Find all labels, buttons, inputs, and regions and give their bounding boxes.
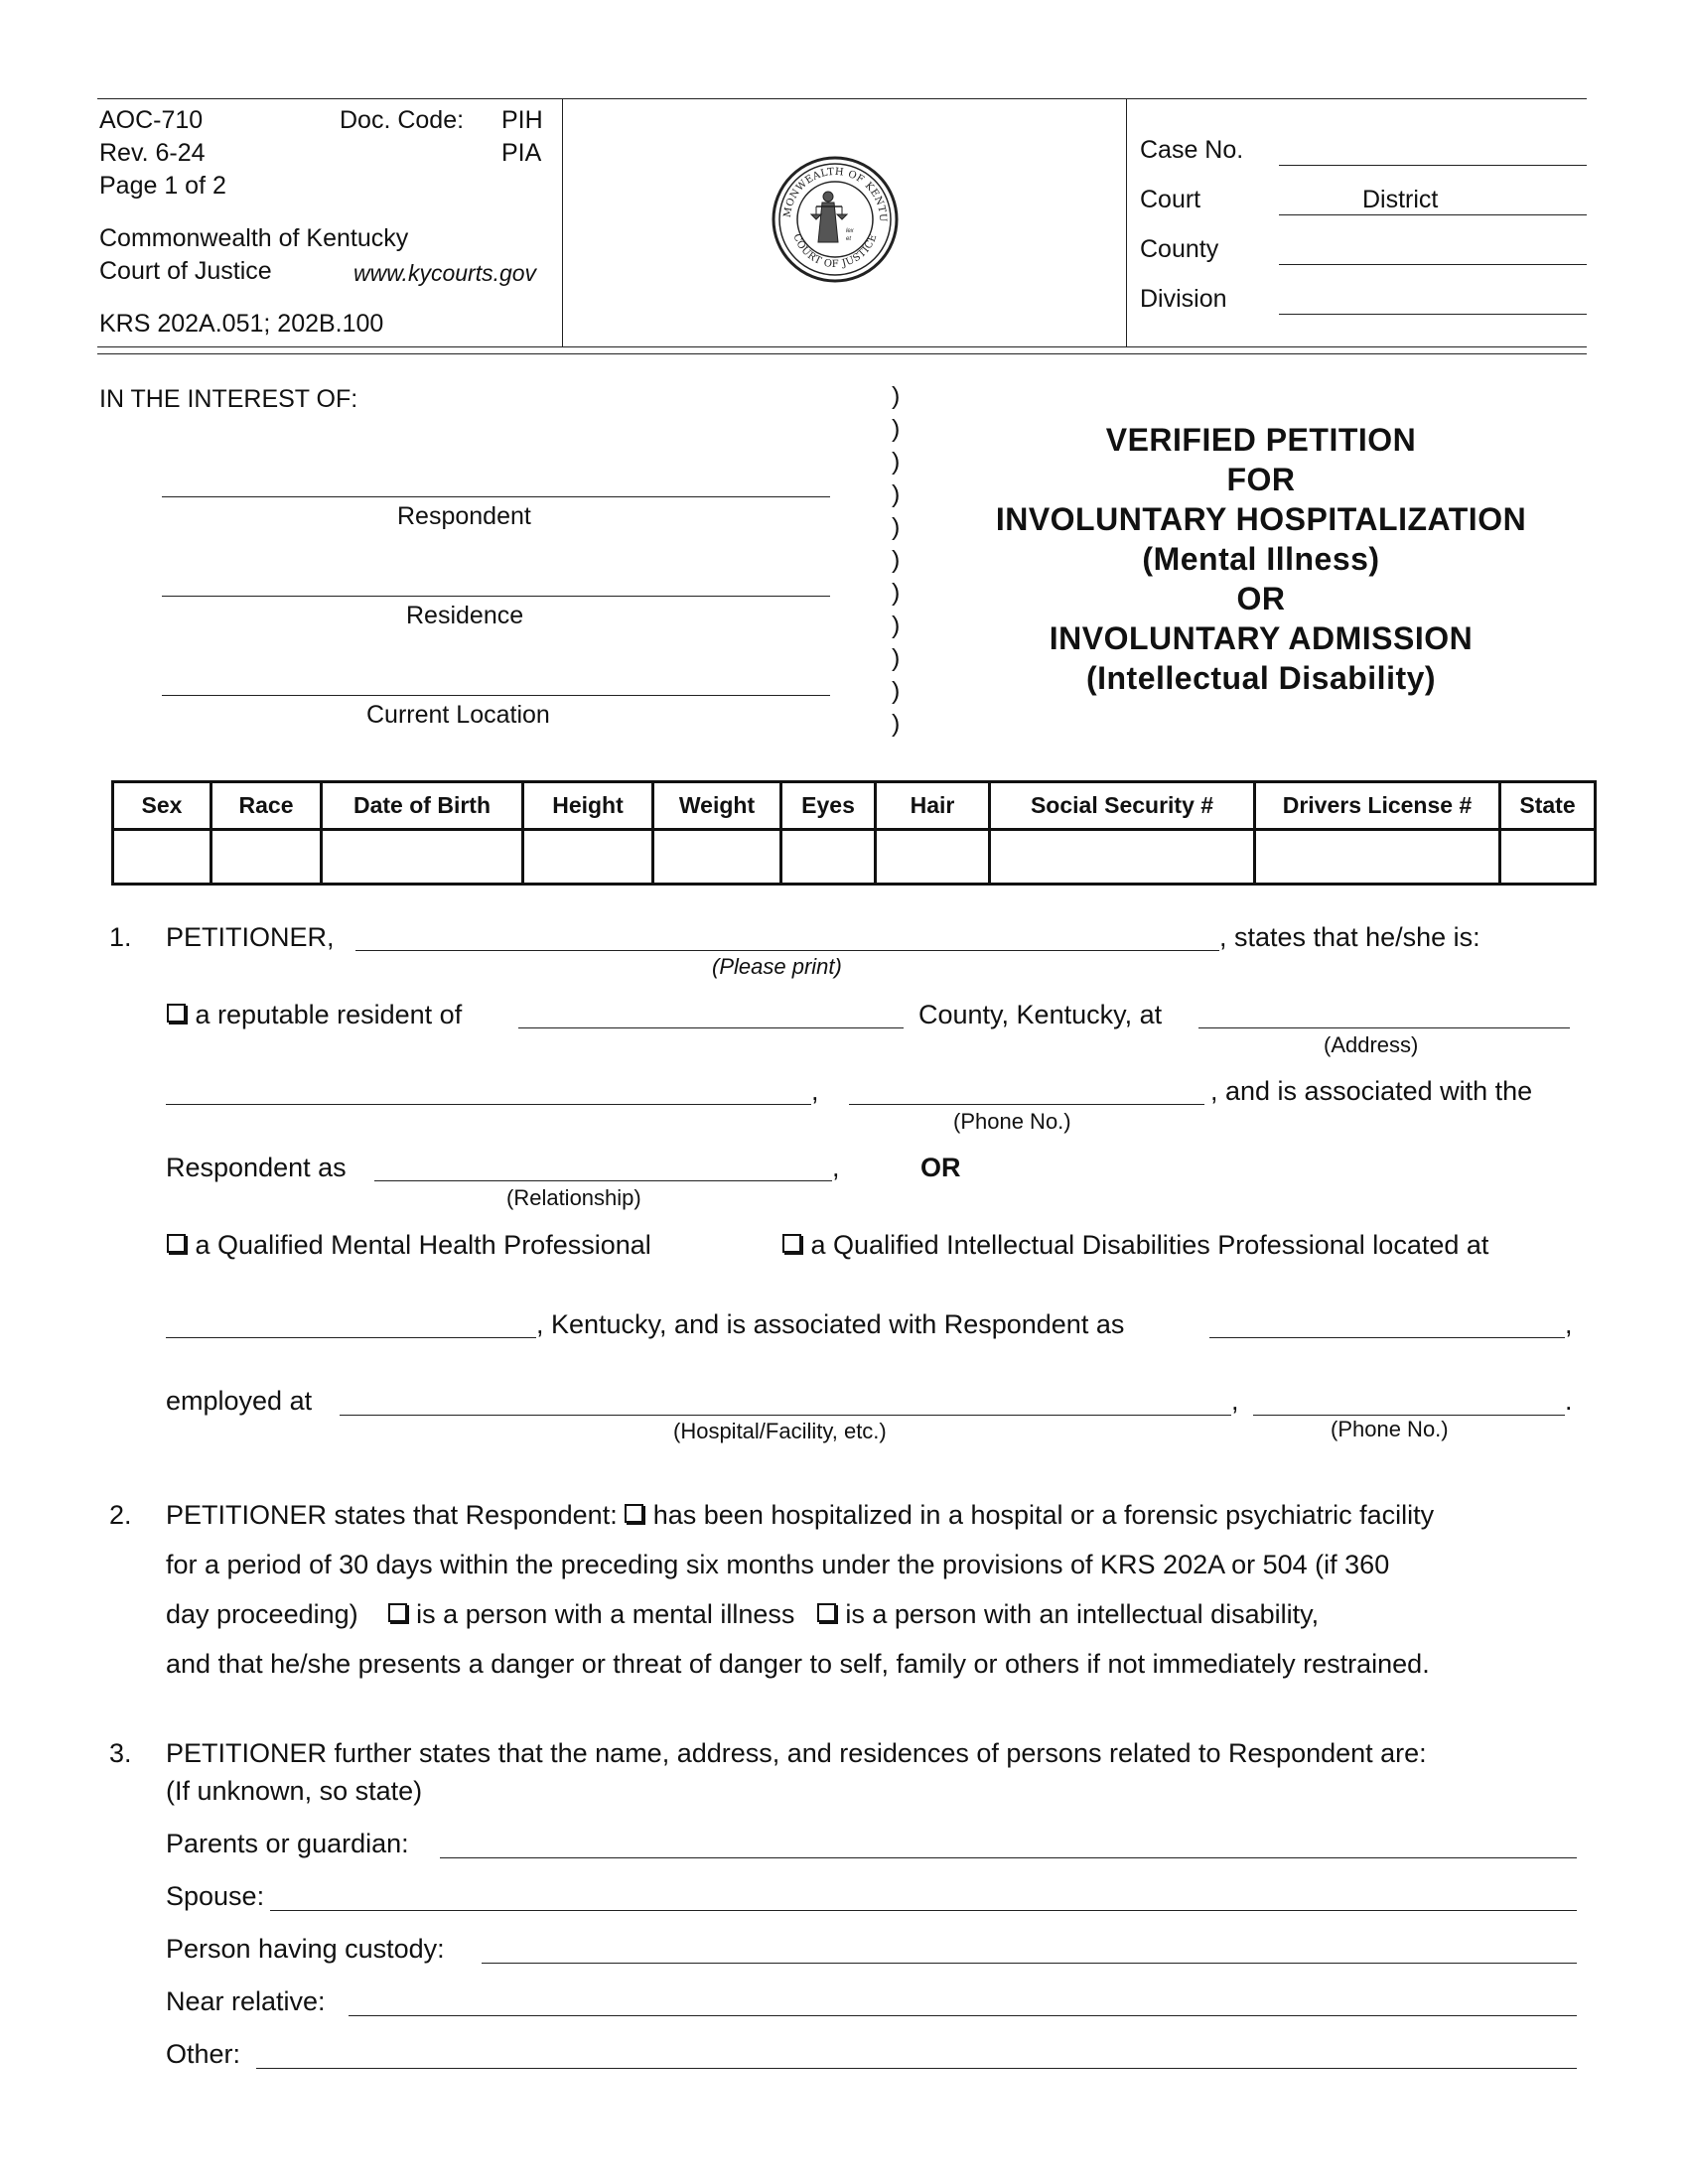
employed-at-label: employed at [166,1386,313,1416]
weight-cell[interactable] [653,830,781,885]
relationship-comma: , [832,1153,840,1182]
qidp-option[interactable]: a Qualified Intellectual Disabilities Professional located at [782,1230,1488,1261]
address-field[interactable] [1198,1027,1570,1028]
county-label: County [1140,235,1219,263]
section2-line4: and that he/she presents a danger or threat of danger to self, family or others if not immediately restrained. [166,1649,1430,1679]
employer-comma: , [1231,1386,1239,1416]
description-input-row [113,830,1596,885]
dob-cell[interactable] [322,830,523,885]
address-hint: (Address) [1324,1032,1419,1057]
spouse-label: Spouse: [166,1881,265,1911]
section2-number: 2. [109,1500,132,1530]
qmhp-checkbox[interactable] [167,1234,186,1253]
court-field[interactable] [1279,214,1587,215]
section2-line3: day proceeding) is a person with a mental illness is a person with an intellectual disability, [166,1599,1320,1629]
col-sex: Sex [113,782,211,830]
employer-field[interactable] [340,1415,1231,1416]
associated-with-label: , and is associated with the [1210,1076,1533,1106]
respondent-as-label: Respondent as [166,1153,347,1182]
section2-line2: for a period of 30 days within the preceding six months under the provisions of KRS 202A or 504 (if 360 [166,1550,1390,1579]
section3-line2: (If unknown, so state) [166,1776,423,1806]
section1-number: 1. [109,922,132,952]
section3-number: 3. [109,1738,132,1768]
relationship-hint: (Relationship) [506,1185,641,1210]
form-title-5: OR [1236,581,1286,616]
form-title-2: FOR [1226,462,1296,497]
svg-text:COURT OF JUSTICE: COURT OF JUSTICE [790,232,880,271]
qmhp-option[interactable]: a Qualified Mental Health Professional [167,1230,651,1261]
ssn-cell[interactable] [990,830,1255,885]
section3-line1: PETITIONER further states that the name, address, and residences of persons related to Respondent are: [166,1738,1427,1768]
caption-parens: ) ) ) ) ) ) ) ) ) ) ) [892,382,901,738]
current-location-label: Current Location [366,701,550,729]
svg-text:COMMONWEALTH OF KENTUCKY: MONWEALTH OF KENTU [781,166,889,223]
header-top-rule [97,98,1587,99]
states-that-label: , states that he/she is: [1219,922,1480,952]
form-revision: Rev. 6-24 [99,139,206,167]
petitioner-label: PETITIONER, [166,922,335,952]
website[interactable]: www.kycourts.gov [353,260,537,286]
county-field[interactable] [1279,264,1587,265]
parents-field[interactable] [440,1857,1577,1858]
col-race: Race [211,782,322,830]
header-divider-left [562,98,563,346]
col-ssn: Social Security # [990,782,1255,830]
qidp-checkbox[interactable] [782,1234,801,1253]
phone-hint-2: (Phone No.) [1331,1417,1449,1441]
page-number: Page 1 of 2 [99,172,226,200]
case-no-field[interactable] [1279,165,1587,166]
drivers-license-cell[interactable] [1255,830,1500,885]
county-kentucky-at-label: County, Kentucky, at [918,1000,1163,1029]
or-label: OR [920,1153,961,1182]
near-relative-field[interactable] [349,2015,1577,2016]
division-label: Division [1140,285,1227,313]
please-print-hint: (Please print) [712,954,842,979]
header-bottom-rule [97,346,1587,347]
employer-phone-period: . [1565,1386,1573,1416]
residence-label: Residence [406,602,524,629]
residence-field[interactable] [162,596,830,597]
section2-line1: PETITIONER states that Respondent: has been hospitalized in a hospital or a forensic psychiatric facility [166,1500,1435,1530]
col-eyes: Eyes [781,782,876,830]
col-drivers-license: Drivers License # [1255,782,1500,830]
custody-field[interactable] [482,1963,1577,1964]
mental-illness-checkbox[interactable] [388,1603,407,1622]
employer-phone-field[interactable] [1253,1415,1565,1416]
respondent-label: Respondent [397,502,531,530]
svg-text:et: et [846,236,852,242]
parents-label: Parents or guardian: [166,1829,409,1858]
statutes: KRS 202A.051; 202B.100 [99,310,384,338]
hospitalized-checkbox[interactable] [625,1504,643,1523]
form-title-6: INVOLUNTARY ADMISSION [1049,620,1474,656]
petitioner-name-field[interactable] [355,950,1219,951]
doc-code-label: Doc. Code: [340,106,465,134]
hair-cell[interactable] [876,830,990,885]
commonwealth: Commonwealth of Kentucky [99,224,409,252]
respondent-field[interactable] [162,496,830,497]
custody-label: Person having custody: [166,1934,445,1964]
svg-text:lex: lex [846,228,854,234]
state-cell[interactable] [1500,830,1596,885]
in-interest-of: IN THE INTEREST OF: [99,385,358,413]
phone-hint: (Phone No.) [953,1109,1071,1134]
court-seal [771,155,900,284]
height-cell[interactable] [523,830,653,885]
court-label: Court [1140,186,1201,213]
spouse-field[interactable] [270,1910,1577,1911]
description-table [111,780,1597,886]
col-height: Height [523,782,653,830]
other-field[interactable] [256,2068,1577,2069]
form-title-3: INVOLUNTARY HOSPITALIZATION [995,501,1527,537]
address-comma: , [811,1076,819,1106]
hospital-hint: (Hospital/Facility, etc.) [673,1419,887,1443]
court-value: District [1362,186,1439,213]
other-label: Other: [166,2039,241,2069]
court-of-justice: Court of Justice [99,257,272,285]
resident-county-field[interactable] [518,1027,904,1028]
phone-field[interactable] [849,1104,1204,1105]
header-divider-right [1126,98,1127,346]
col-hair: Hair [876,782,990,830]
header-bottom-rule-2 [97,353,1587,354]
current-location-field[interactable] [162,695,830,696]
doc-code-1: PIH [501,106,543,134]
col-dob: Date of Birth [322,782,523,830]
relationship-field[interactable] [374,1180,832,1181]
col-state: State [1500,782,1596,830]
professional-relationship-comma: , [1565,1309,1573,1339]
sex-cell[interactable] [113,830,211,885]
form-number: AOC-710 [99,106,204,134]
case-no-label: Case No. [1140,136,1244,164]
intellectual-disability-checkbox[interactable] [817,1603,836,1622]
race-cell[interactable] [211,830,322,885]
form-title-7: (Intellectual Disability) [1085,660,1437,696]
description-header-row [113,782,1596,830]
division-field[interactable] [1279,314,1587,315]
reputable-resident-checkbox[interactable] [167,1004,186,1023]
form-title-1: VERIFIED PETITION [1105,422,1417,458]
reputable-resident-option[interactable]: a reputable resident of [167,1000,462,1030]
address-cont-field[interactable] [166,1104,811,1105]
col-weight: Weight [653,782,781,830]
location-field[interactable] [166,1337,536,1338]
eyes-cell[interactable] [781,830,876,885]
professional-relationship-field[interactable] [1209,1337,1565,1338]
kentucky-associated-label: , Kentucky, and is associated with Respondent as [536,1309,1125,1339]
near-relative-label: Near relative: [166,1986,326,2016]
form-title-4: (Mental Illness) [1142,541,1380,577]
doc-code-2: PIA [501,139,542,167]
